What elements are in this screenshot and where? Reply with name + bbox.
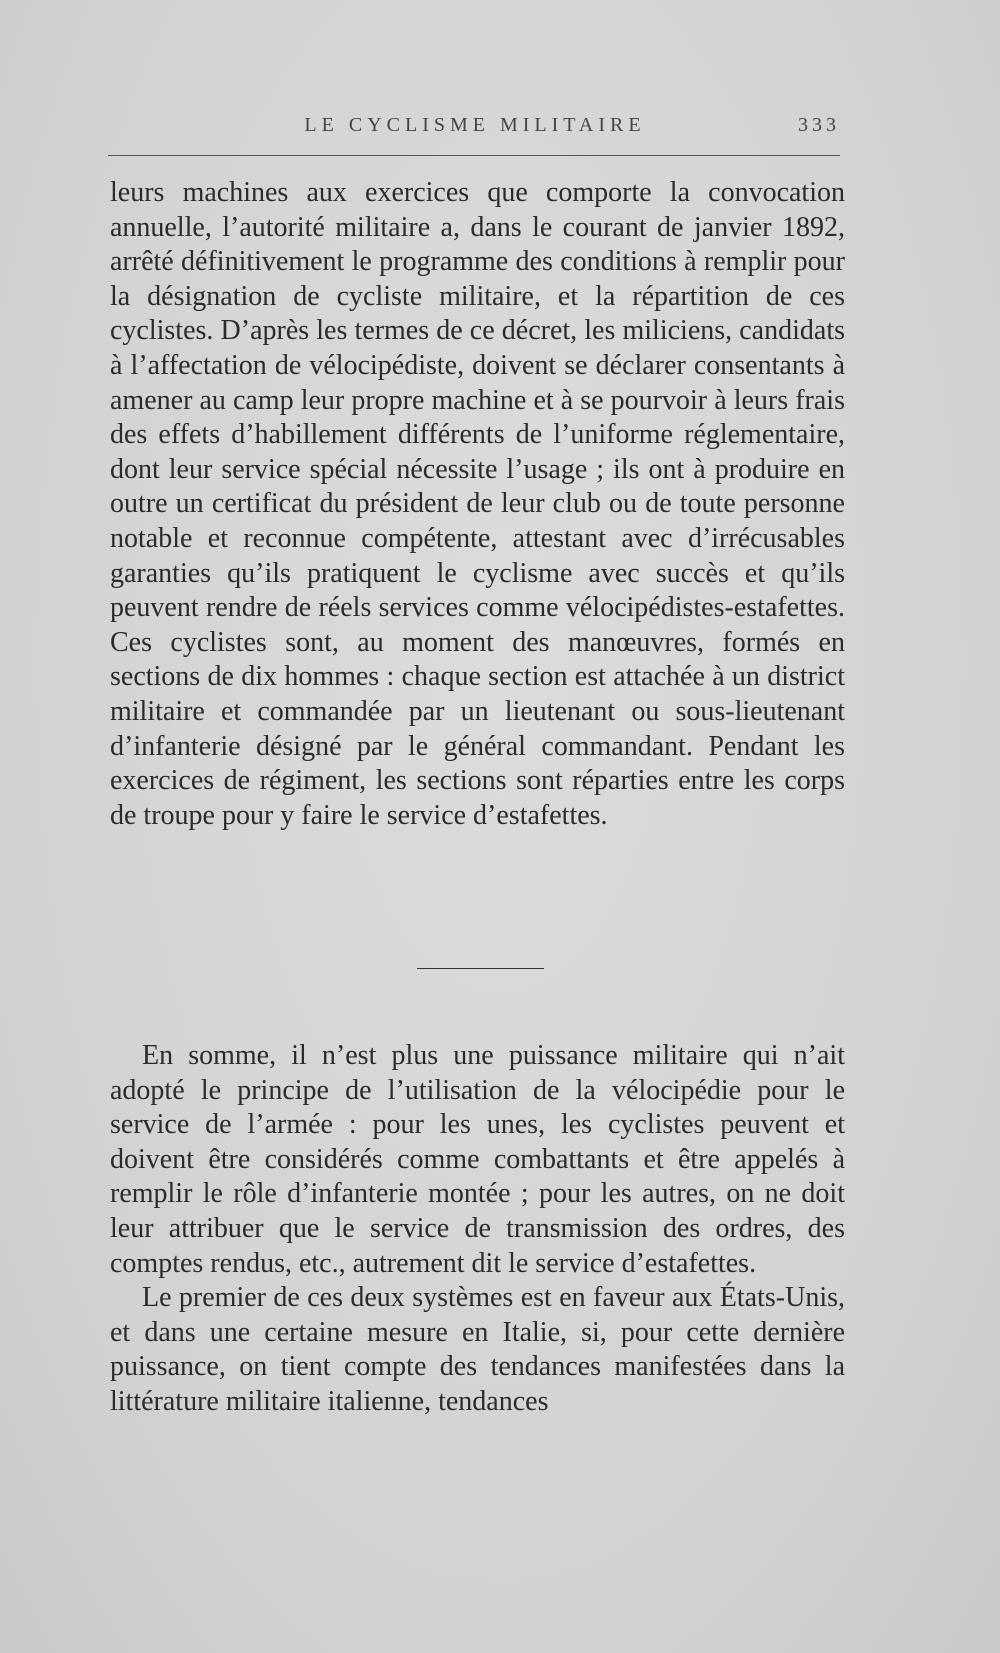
- paragraph: En somme, il n’est plus une puissance militaire qui n’ait adopté le principe de l’utilisation de la vélocipédie pour le service de l’armée : pour les unes, les cyclistes peuvent et doivent être considérés comme combattants et être appelés à remplir le rôle d’infanterie montée ; pour les autres, on ne doit leur attribuer que le service de transmission des ordres, des comptes rendus, etc., autrement dit le service d’estafettes.: [110, 1040, 845, 1279]
- paragraph: leurs machines aux exercices que comporte la convocation annuelle, l’autorité militaire a, dans le courant de janvier 1892, arrêté définitivement le programme des conditions à remplir pour la désignation de cycliste militaire, et la répartition de ces cyclistes. D’après les termes de ce décret, les miliciens, candidats à l’affectation de vélocipédiste, doivent se déclarer consentants à amener au camp leur propre machine et à se pourvoir à leurs frais des effets d’habillement différents de l’uniforme réglementaire, dont leur service spécial nécessite l’usage ; ils ont à produire en outre un certificat du président de leur club ou de toute personne notable et reconnue compétente, attestant avec d’irrécusables garanties qu’ils pratiquent le cyclisme avec succès et qu’ils peuvent rendre de réels services comme vélocipédistes-estafettes. Ces cyclistes sont, au moment des manœuvres, formés en sections de dix hommes : chaque section est attachée à un district militaire et commandée par un lieutenant ou sous-lieutenant d’infanterie désigné par le général commandant. Pendant les exercices de régiment, les sections sont réparties entre les corps de troupe pour y faire le service d’estafettes.: [110, 177, 845, 831]
- running-title: LE CYCLISME MILITAIRE: [304, 114, 646, 136]
- text-block-lower: [110, 1039, 845, 1420]
- paragraph: Le premier de ces deux systèmes est en faveur aux États-Unis, et dans une certaine mesure en Italie, si, pour cette dernière puissance, on tient compte des tendances manifestées dans la littérature militaire italienne, tendances: [110, 1282, 845, 1417]
- section-divider: [417, 968, 544, 969]
- header-rule: [108, 155, 840, 156]
- text-block-upper: [110, 176, 845, 833]
- running-head: [110, 108, 840, 148]
- page-number: 333: [798, 114, 840, 136]
